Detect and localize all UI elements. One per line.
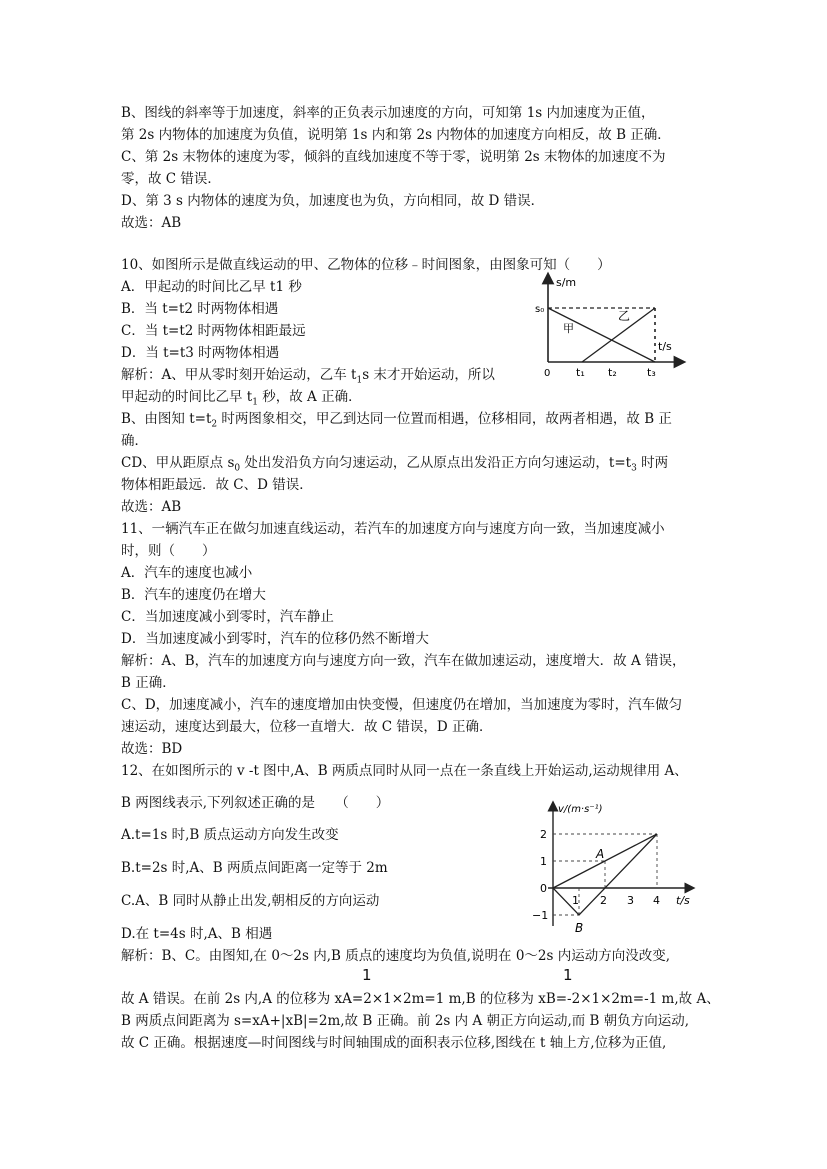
q10-option-c: C．当 t=t2 时两物体相距最远	[121, 323, 306, 339]
q12-tick-y2: 2	[540, 828, 547, 841]
q10-option-b: B．当 t=t2 时两物体相遇	[121, 301, 279, 317]
q10-t2-label: t₂	[608, 366, 617, 379]
prev-b-line1: B、图线的斜率等于加速度，斜率的正负表示加速度的方向，可知第 1s 内加速度为正值，	[121, 105, 655, 121]
q11-option-a: A．汽车的速度也减小	[121, 565, 253, 581]
q10-solution-line1: 解析：A、甲从零时刻开始运动，乙车 $t_1s$ 末才开始运动，所以	[121, 367, 495, 386]
q11-solution-line1: 解析：A、B，汽车的加速度方向与速度方向一致，汽车在做加速运动，速度增大．故 A 错误，	[121, 653, 686, 669]
q12-option-d: D.在 t=4s 时,A、B 相遇	[121, 926, 273, 942]
q10-stem: 10、如图所示是做直线运动的甲、乙物体的位移﹣时间图象，由图象可知（ ）	[121, 257, 611, 273]
q10-solution-line2: 甲起动的时间比乙早 $t_1$ 秒，故 A 正确．	[121, 389, 362, 408]
prev-answer: 故选：AB	[121, 215, 182, 231]
q10-y-label: s/m	[556, 276, 577, 289]
prev-d-line: D、第 3 s 内物体的速度为负，加速度也为负，方向相同，故 D 错误．	[121, 193, 545, 209]
q11-stem-line1: 11、一辆汽车正在做匀加速直线运动，若汽车的加速度方向与速度方向一致，当加速度减小	[121, 521, 665, 537]
q12-option-a: A.t=1s 时,B 质点运动方向发生改变	[121, 827, 339, 843]
q11-option-b: B．汽车的速度仍在增大	[121, 587, 266, 603]
q12-option-b: B.t=2s 时,A、B 两质点间距离一定等于 2m	[121, 860, 388, 876]
q12-velocity-time-graph	[530, 798, 705, 938]
q12-solution-line3: B 两质点间距离为 s=xA+|xB|=2m,故 B 正确。前 2s 内 A 朝正方向运动,而 B 朝负方向运动,	[121, 1013, 690, 1029]
q11-option-d: D．当加速度减小到零时，汽车的位移仍然不断增大	[121, 631, 429, 647]
q11-solution-line3: C、D，加速度减小，汽车的速度增加由快变慢，但速度仍在增加，当加速度为零时，汽车做匀	[121, 697, 683, 713]
q10-solution-line6: 物体相距最远．故 C、D 错误．	[121, 477, 313, 493]
q10-jia-label: 甲	[563, 322, 574, 335]
q12-y-label: v/(m·s⁻¹)	[558, 804, 603, 815]
q10-s0-label: s₀	[535, 304, 545, 315]
q12-fraction-numerator-b: 1	[563, 966, 573, 984]
q10-option-d: D．当 t=t3 时两物体相遇	[121, 345, 280, 361]
prev-c-line1: C、第 2s 末物体的速度为零，倾斜的直线加速度不等于零，说明第 2s 末物体的加速度不为	[121, 149, 666, 165]
q10-solution-line5: CD、甲从距原点 $s_0$ 处出发沿负方向匀速运动，乙从原点出发沿正方向匀速运动，$t=t_3$ 时两	[121, 455, 669, 474]
q11-solution-line4: 速运动，速度达到最大，位移一直增大．故 C 错误，D 正确．	[121, 719, 493, 735]
q10-displacement-time-graph	[530, 270, 690, 380]
q12-x-label: t/s	[676, 894, 690, 907]
q10-solution-line3: B、由图知 $t=t_2$ 时两图象相交，甲乙到达同一位置而相遇，位移相同，故两者相遇，故 B 正	[121, 411, 672, 430]
q11-stem-line2: 时，则（ ）	[121, 543, 216, 559]
q11-solution-line2: B 正确．	[121, 675, 176, 691]
prev-b-line2: 第 2s 内物体的加速度为负值，说明第 1s 内和第 2s 内物体的加速度方向相反，故 B 正确．	[121, 127, 671, 143]
q12-option-c: C.A、B 同时从静止出发,朝相反的方向运动	[121, 893, 380, 909]
q10-yi-label: 乙	[618, 309, 631, 323]
prev-c-line2: 零，故 C 错误．	[121, 171, 221, 187]
q12-tick-y1: 1	[540, 855, 547, 868]
q10-option-a: A．甲起动的时间比乙早 t1 秒	[121, 279, 302, 295]
q12-tick-x1: 1	[572, 894, 579, 907]
q10-line-jia	[548, 308, 655, 362]
q10-answer: 故选：AB	[121, 499, 182, 515]
q10-origin-label: 0	[544, 368, 551, 379]
q12-label-a: A	[596, 847, 605, 861]
q12-fraction-numerator-a: 1	[362, 966, 372, 984]
q10-solution-line4: 确．	[121, 433, 148, 449]
q11-answer: 故选：BD	[121, 741, 183, 757]
q12-tick-x2: 2	[600, 894, 607, 907]
q10-t3-label: t₃	[647, 366, 656, 379]
q12-stem-line1: 12、在如图所示的 v -t 图中,A、B 两质点同时从同一点在一条直线上开始运动,运动规律用 A、	[121, 763, 688, 779]
q10-x-label: t/s	[658, 340, 672, 353]
q12-tick-x4: 4	[653, 894, 660, 907]
q10-t1-label: t₁	[576, 366, 585, 379]
q11-option-c: C．当加速度减小到零时，汽车静止	[121, 609, 334, 625]
q12-stem-line2: B 两图线表示,下列叙述正确的是 （ ）	[121, 795, 390, 811]
q12-solution-line1: 解析：B、C。由图知,在 0～2s 内,B 质点的速度均为负值,说明在 0～2s 内运动方向没改变,	[121, 948, 671, 964]
q12-solution-line4: 故 C 正确。根据速度—时间图线与时间轴围成的面积表示位移,图线在 t 轴上方,位移为正值,	[121, 1035, 667, 1051]
q12-tick-ym1: −1	[532, 909, 549, 922]
q12-tick-x3: 3	[627, 894, 634, 907]
q12-solution-line2: 故 A 错误。在前 2s 内,A 的位移为 xA=2×1×2m=1 m,B 的位移为 xB=-2×1×2m=-1 m,故 A、	[121, 991, 720, 1007]
q12-label-b: B	[575, 921, 584, 935]
q12-tick-y0: 0	[540, 882, 547, 895]
